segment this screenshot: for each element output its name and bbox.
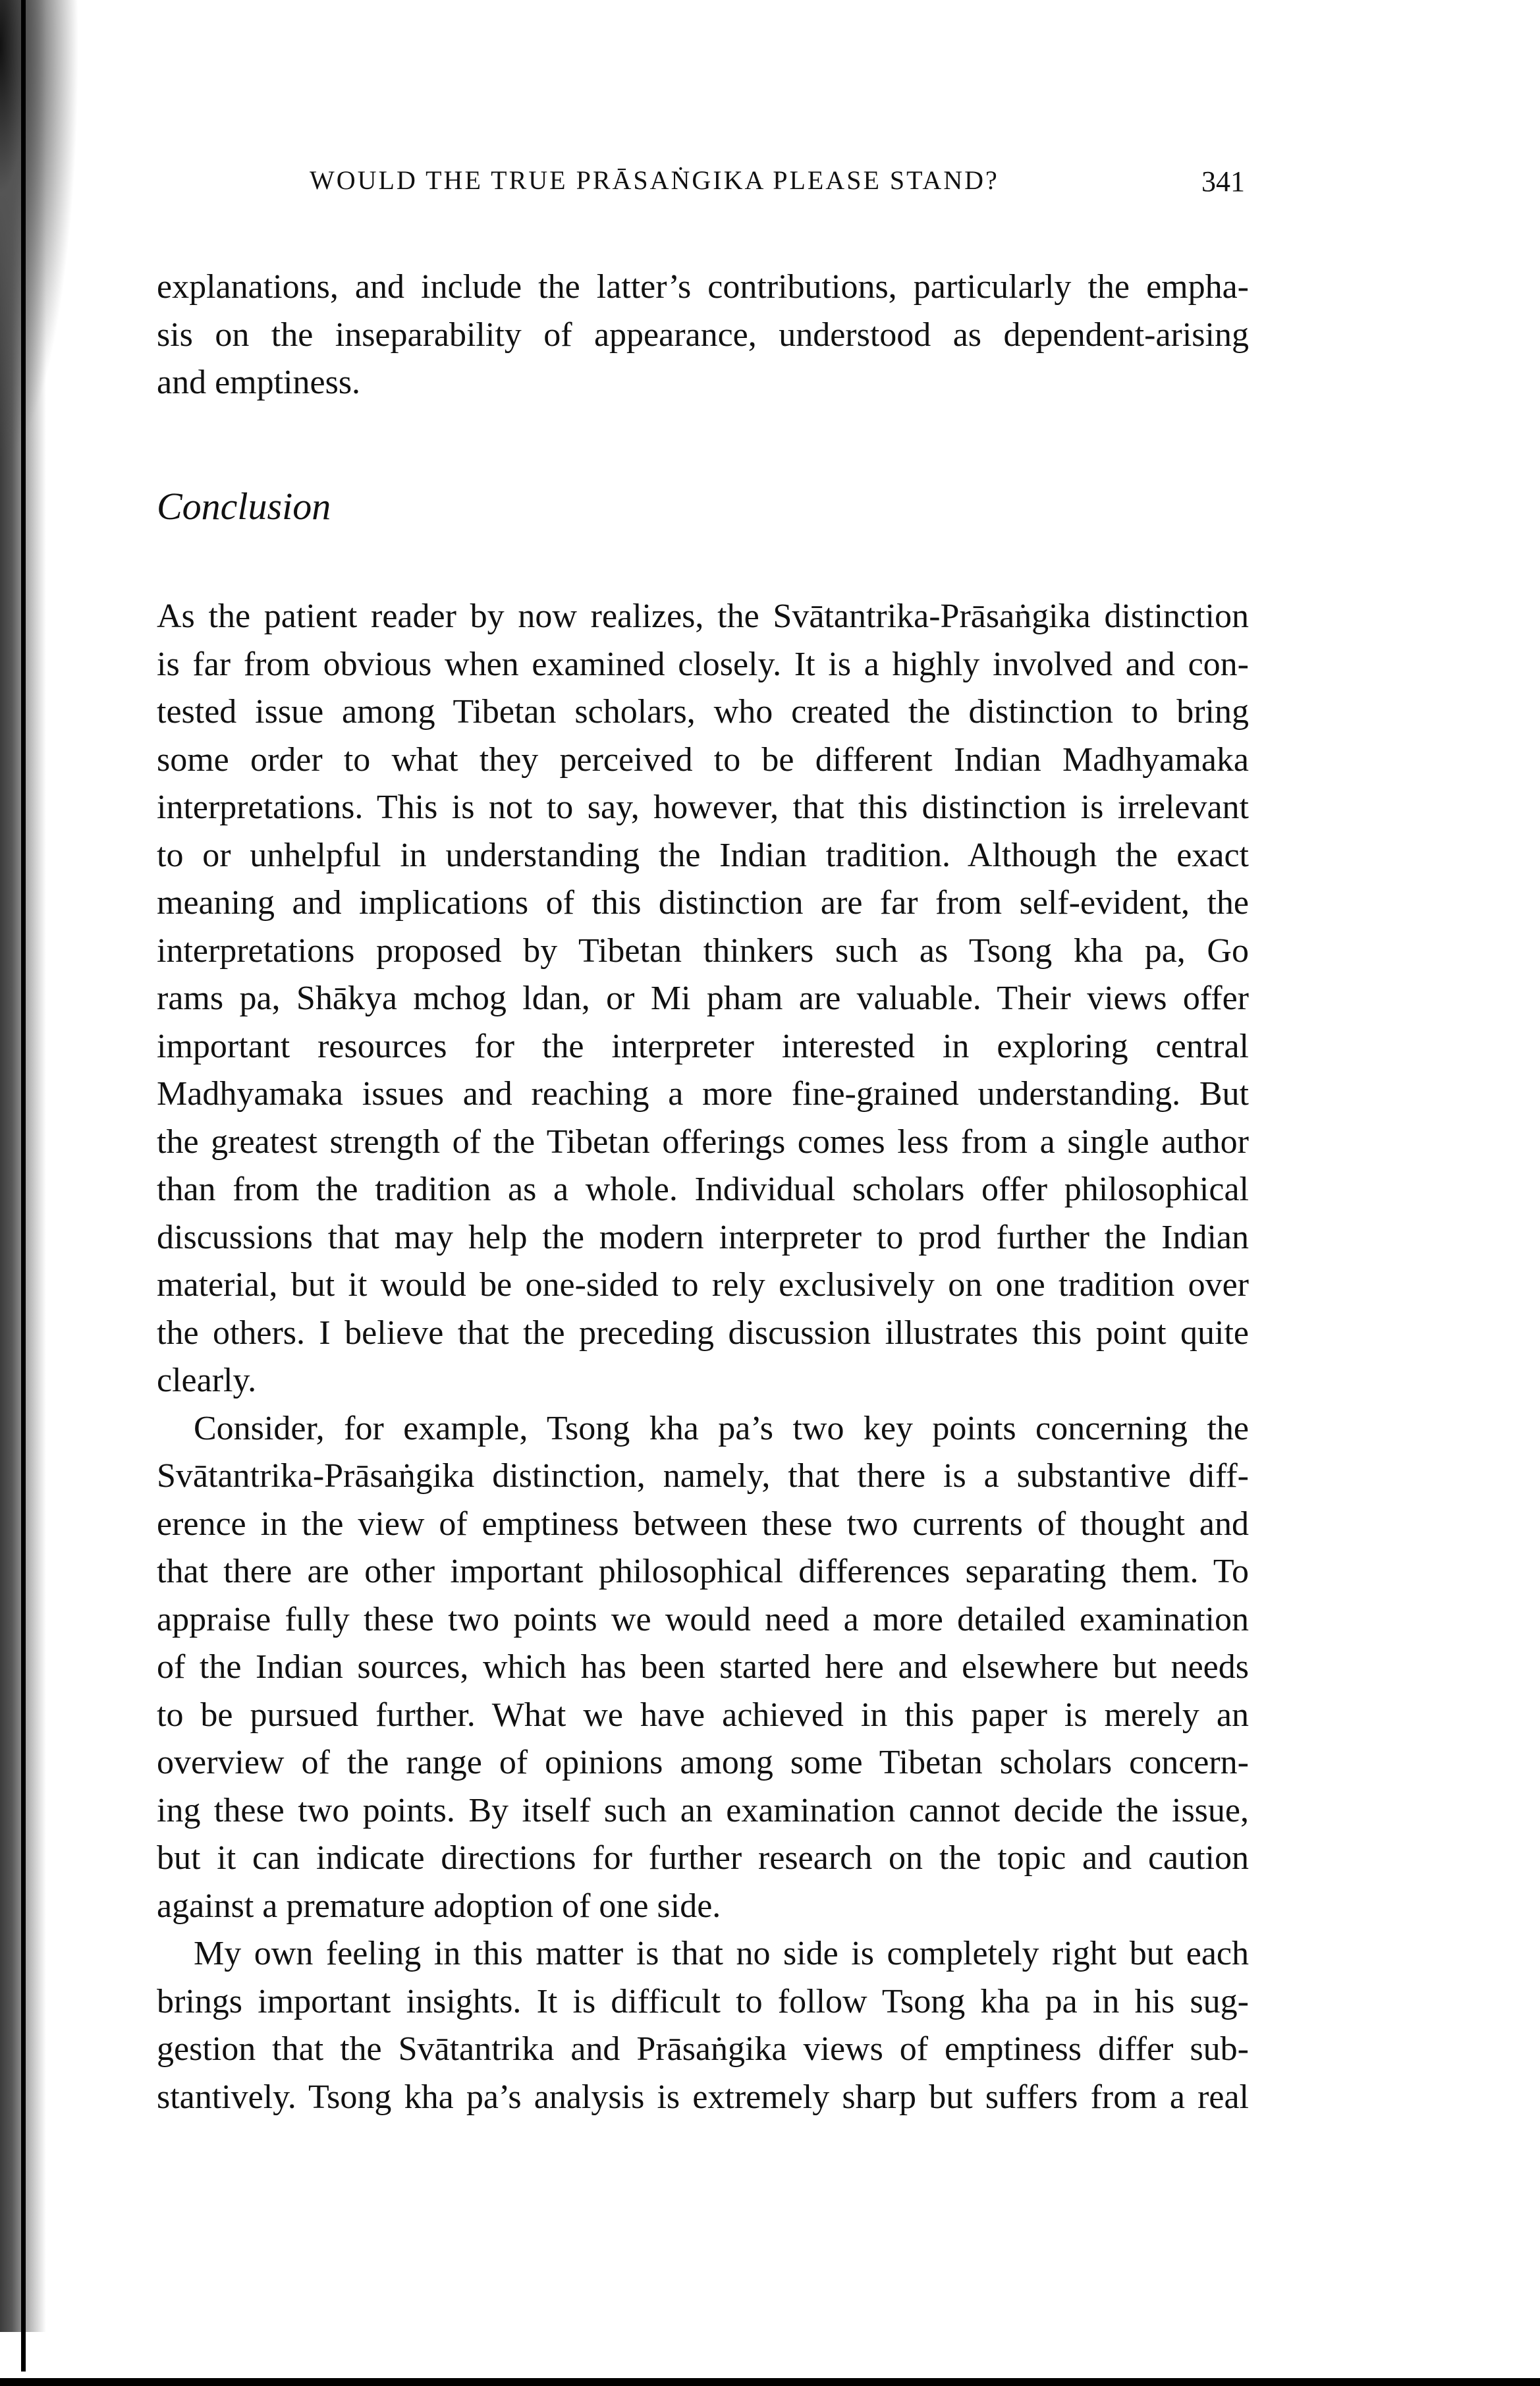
text-line: Consider, for example, Tsong kha pa’s two key points concerning the	[194, 1409, 1249, 1447]
binding-edge-line	[21, 0, 26, 2372]
text-line: discussions that may help the modern interpreter to prod further the Indian	[157, 1218, 1249, 1256]
text-line: explanations, and include the latter’s contributions, particularly the empha-	[157, 268, 1249, 306]
text-line: is far from obvious when examined closely. It is a highly involved and con-	[157, 645, 1249, 683]
text-line: and emptiness.	[157, 364, 361, 401]
text-line: erence in the view of emptiness between these two currents of thought and	[157, 1505, 1249, 1543]
text-line: of the Indian sources, which has been started here and elsewhere but needs	[157, 1648, 1249, 1686]
text-line: important resources for the interpreter interested in exploring central	[157, 1027, 1249, 1065]
text-line: ing these two points. By itself such an examination cannot decide the issue,	[157, 1791, 1249, 1829]
text-line: to or unhelpful in understanding the Indian tradition. Although the exact	[157, 836, 1249, 874]
text-line: Madhyamaka issues and reaching a more fine-grained understanding. But	[157, 1075, 1249, 1113]
text-line: My own feeling in this matter is that no side is completely right but each	[194, 1935, 1249, 1972]
text-line: gestion that the Svātantrika and Prāsaṅgika views of emptiness differ sub-	[157, 2030, 1249, 2068]
text-line: As the patient reader by now realizes, the Svātantrika-Prāsaṅgika distinction	[157, 597, 1249, 635]
text-line: clearly.	[157, 1362, 257, 1399]
text-line: against a premature adoption of one side.	[157, 1887, 721, 1925]
text-line: that there are other important philosophical differences separating them. To	[157, 1553, 1249, 1590]
text-line: material, but it would be one-sided to rely exclusively on one tradition over	[157, 1266, 1249, 1304]
text-line: rams pa, Shākya mchog ldan, or Mi pham are valuable. Their views offer	[157, 980, 1249, 1017]
text-line: appraise fully these two points we would need a more detailed examination	[157, 1600, 1249, 1638]
running-title: WOULD THE TRUE PRĀSAṄGIKA PLEASE STAND?	[310, 165, 999, 195]
text-line: to be pursued further. What we have achieved in this paper is merely an	[157, 1696, 1249, 1734]
text-line: brings important insights. It is difficult to follow Tsong kha pa in his sug-	[157, 1982, 1249, 2020]
binding-shadow-top	[0, 0, 79, 461]
scan-bottom-edge	[0, 2378, 1540, 2386]
text-line: than from the tradition as a whole. Individual scholars offer philosophical	[157, 1171, 1249, 1208]
text-line: tested issue among Tibetan scholars, who created the distinction to bring	[157, 693, 1249, 731]
text-line: but it can indicate directions for further research on the topic and caution	[157, 1839, 1249, 1877]
paragraph-1	[157, 593, 1249, 2121]
text-line: interpretations. This is not to say, however, that this distinction is irrelevant	[157, 789, 1249, 826]
text-line: stantively. Tsong kha pa’s analysis is extremely sharp but suffers from a real	[157, 2078, 1249, 2116]
running-head	[310, 165, 1245, 204]
text-line: the others. I believe that the preceding discussion illustrates this point quite	[157, 1314, 1249, 1352]
text-line: some order to what they perceived to be different Indian Madhyamaka	[157, 740, 1249, 779]
text-line: overview of the range of opinions among some Tibetan scholars concern-	[157, 1744, 1249, 1781]
page-number: 341	[1201, 165, 1245, 198]
text-line: meaning and implications of this distinction are far from self-evident, the	[157, 884, 1249, 922]
text-line: Svātantrika-Prāsaṅgika distinction, namely, that there is a substantive diff-	[157, 1457, 1249, 1495]
text-line: the greatest strength of the Tibetan offerings comes less from a single author	[157, 1123, 1249, 1161]
text-line: sis on the inseparability of appearance, understood as dependent-arising	[157, 316, 1249, 354]
section-heading: Conclusion	[157, 485, 331, 528]
text-line: interpretations proposed by Tibetan thinkers such as Tsong kha pa, Go	[157, 931, 1249, 970]
intro-paragraph	[157, 264, 1249, 407]
